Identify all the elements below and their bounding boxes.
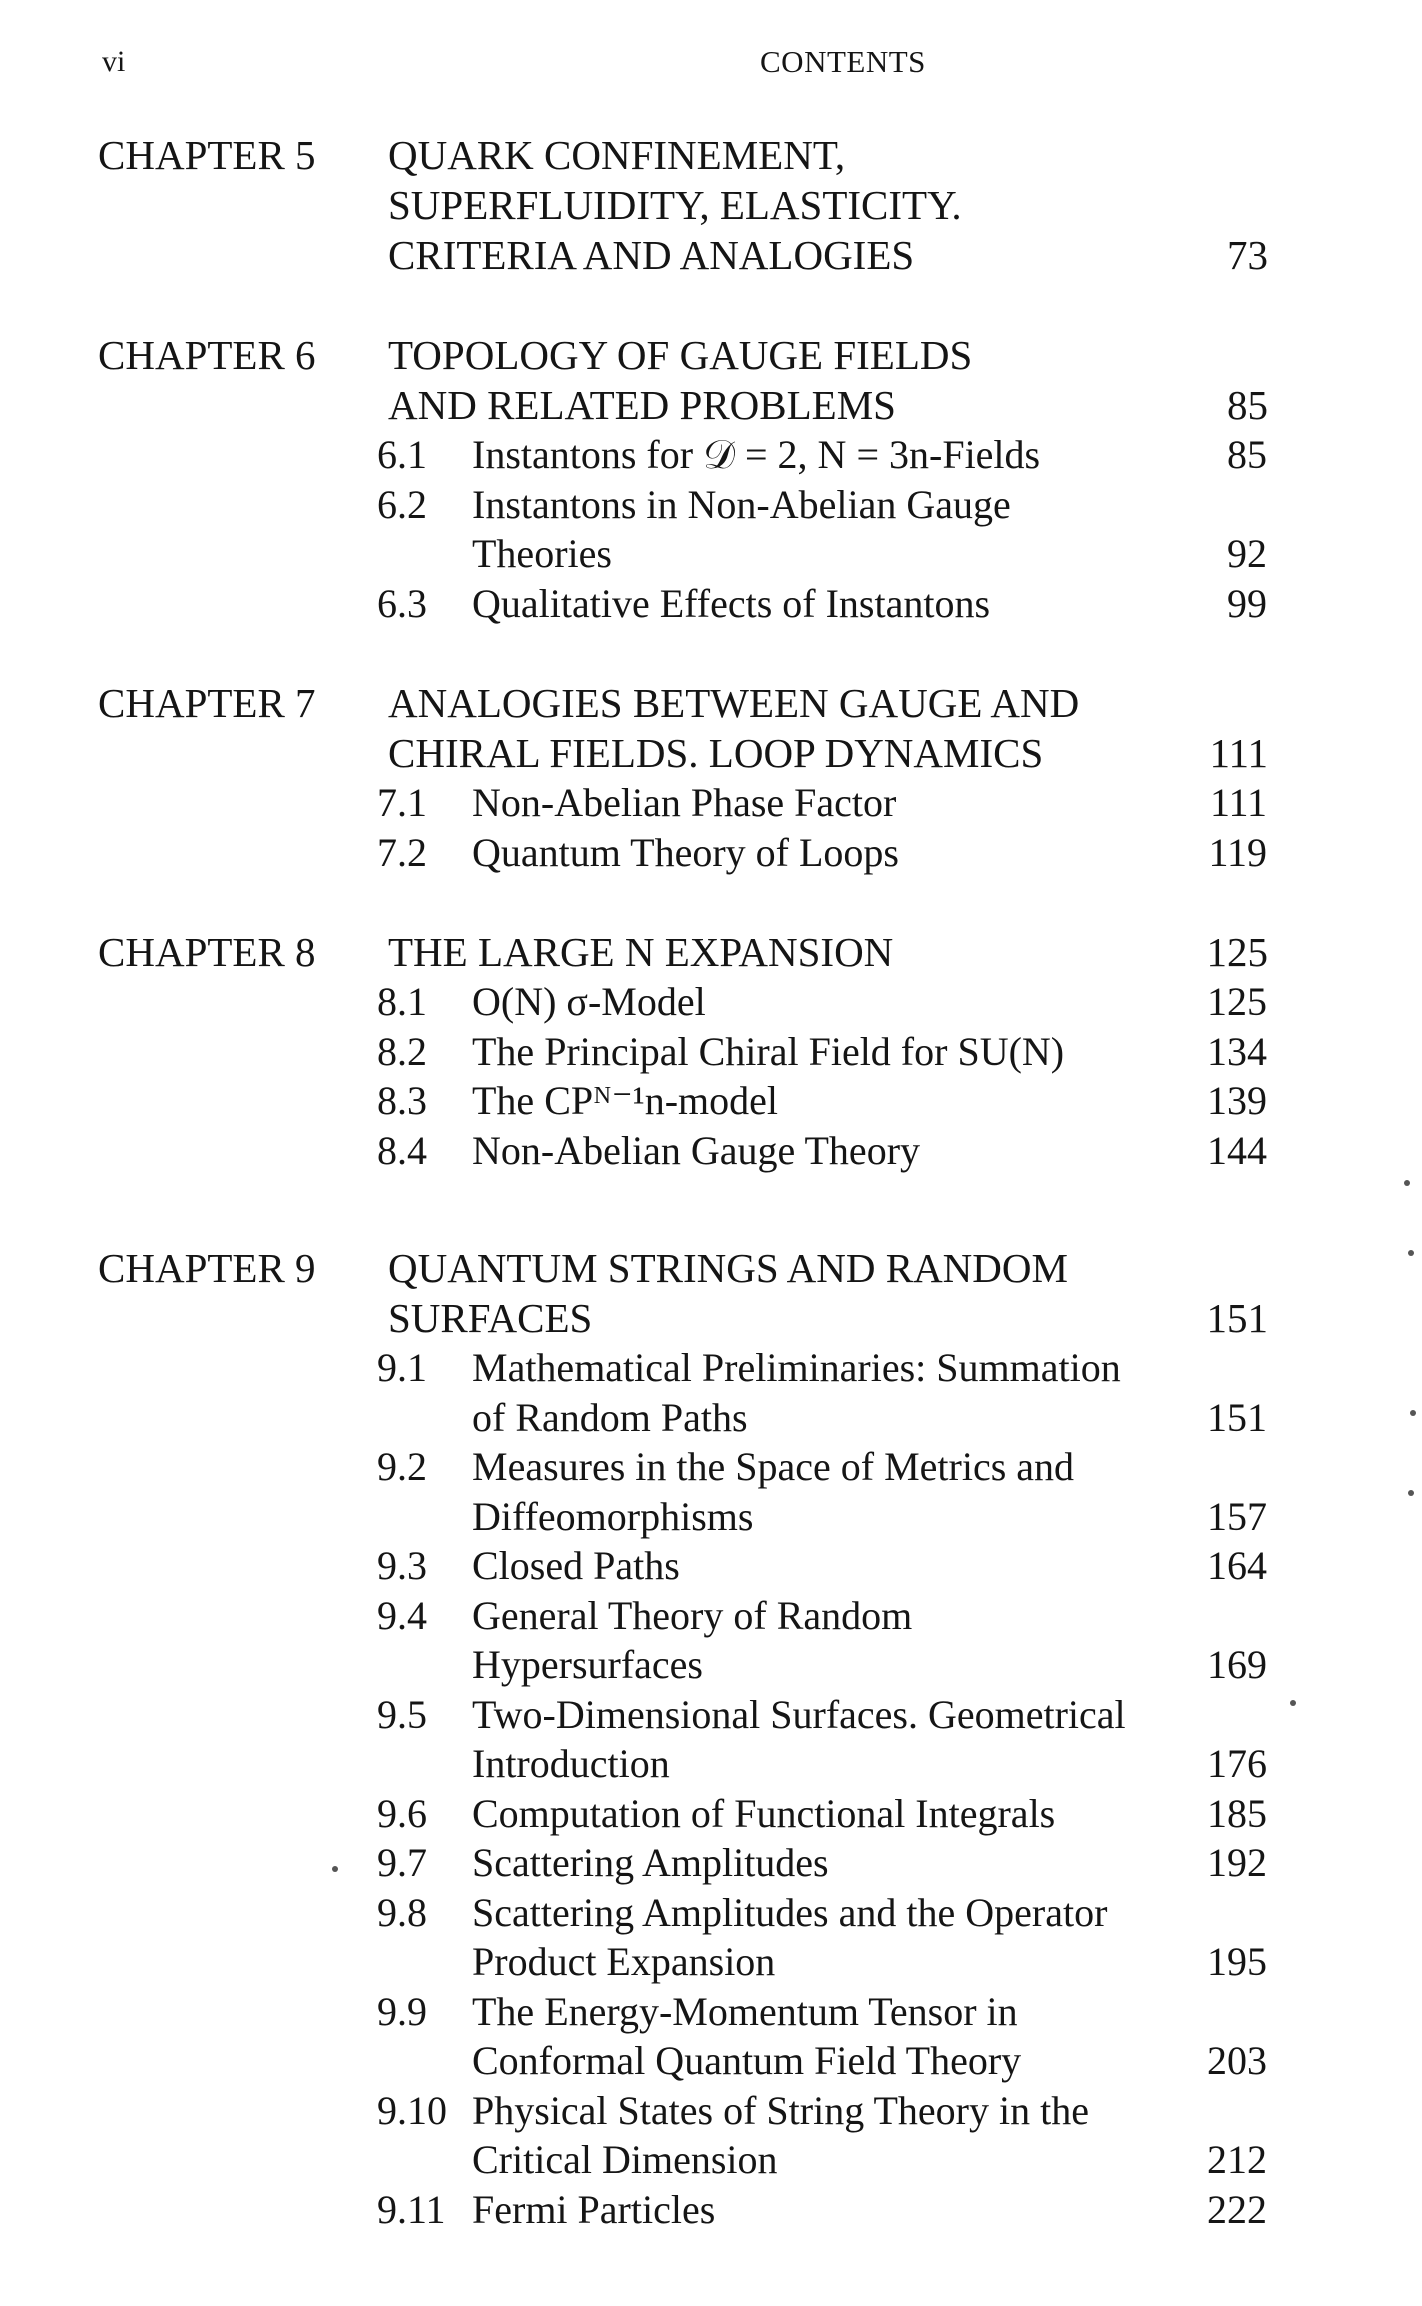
- chapter-page-number: 85: [1227, 382, 1268, 428]
- chapter-title: [388, 1243, 1348, 1343]
- section-entry: [377, 1987, 1337, 2086]
- section-entry: [377, 778, 1337, 828]
- section-title-line: Instantons for 𝒟 = 2, N = 3n-Fields: [472, 432, 1041, 477]
- section-page-number: 195: [1207, 1939, 1267, 1984]
- chapter-title-line: TOPOLOGY OF GAUGE FIELDS: [388, 332, 973, 378]
- section-page-number: 139: [1207, 1078, 1267, 1123]
- section-number: 6.3: [377, 580, 427, 626]
- section-title-line: Critical Dimension: [472, 2137, 778, 2182]
- section-entry: [377, 480, 1337, 579]
- chapter-title: [388, 678, 1348, 778]
- section-entry: [377, 1888, 1337, 1987]
- section-number: 9.6: [377, 1790, 427, 1836]
- section-page-number: 85: [1227, 432, 1267, 477]
- section-page-number: 185: [1207, 1790, 1267, 1836]
- chapter-label: CHAPTER 8: [98, 929, 316, 975]
- section-page-number: 99: [1227, 580, 1267, 626]
- section-number: 9.11: [377, 2186, 446, 2232]
- section-title-line: Non-Abelian Gauge Theory: [472, 1127, 921, 1173]
- section-entry: [377, 2185, 1337, 2235]
- section-title-line: The CPᴺ⁻¹n-model: [472, 1078, 779, 1123]
- scan-speck: [1410, 1410, 1416, 1416]
- chapter-title-line: CHIRAL FIELDS. LOOP DYNAMICS: [388, 730, 1044, 776]
- section-title: [472, 1541, 1217, 1591]
- section-number: 8.1: [377, 979, 427, 1024]
- section-number: 8.4: [377, 1127, 427, 1173]
- section-entry: [377, 430, 1337, 480]
- scan-speck: [1404, 1180, 1410, 1186]
- section-title: [472, 1126, 1217, 1176]
- section-title: [472, 1027, 1217, 1077]
- chapter-title: [388, 130, 1348, 280]
- section-number: 8.3: [377, 1078, 427, 1123]
- section-title-line: Qualitative Effects of Instantons: [472, 580, 991, 626]
- section-entry: [377, 1343, 1337, 1442]
- section-title-line: Introduction: [472, 1741, 670, 1786]
- section-title: [472, 1789, 1217, 1839]
- section-title: [472, 430, 1217, 480]
- section-title-line: Measures in the Space of Metrics and: [472, 1444, 1075, 1489]
- section-title-line: O(N) σ-Model: [472, 979, 706, 1024]
- section-title: [472, 1343, 1217, 1442]
- section-page-number: 164: [1207, 1543, 1267, 1588]
- chapter-page-number: 151: [1206, 1295, 1268, 1341]
- section-number: 9.1: [377, 1345, 427, 1390]
- section-title: [472, 1888, 1217, 1987]
- section-page-number: 111: [1209, 780, 1267, 825]
- section-title-line: Instantons in Non-Abelian Gauge: [472, 481, 1011, 527]
- page-number: vi: [102, 45, 126, 78]
- section-entry: [377, 1442, 1337, 1541]
- chapter-9: [0, 1243, 1422, 2234]
- section-title: [472, 1838, 1217, 1888]
- section-entry: [377, 1789, 1337, 1839]
- chapter-5: [0, 130, 1422, 280]
- section-page-number: 92: [1227, 531, 1267, 576]
- section-title-line: Theories: [472, 531, 612, 576]
- section-number: 7.2: [377, 829, 427, 875]
- chapter-title-line: CRITERIA AND ANALOGIES: [388, 232, 915, 278]
- chapter-label: CHAPTER 6: [98, 332, 316, 378]
- chapter-title: [388, 330, 1348, 430]
- scan-speck: [1290, 1700, 1296, 1706]
- section-entry: [377, 1076, 1337, 1126]
- chapter-label: CHAPTER 7: [98, 680, 316, 726]
- section-title: [472, 480, 1217, 579]
- section-entry: [377, 1541, 1337, 1591]
- section-entry: [377, 1591, 1337, 1690]
- chapter-page-number: 111: [1209, 730, 1268, 776]
- section-title: [472, 2185, 1217, 2235]
- chapter-title-line: ANALOGIES BETWEEN GAUGE AND: [388, 680, 1080, 726]
- section-number: 9.7: [377, 1840, 427, 1885]
- section-title-line: The Energy-Momentum Tensor in: [472, 1988, 1018, 2034]
- section-page-number: 203: [1207, 2038, 1267, 2083]
- chapter-title: [388, 927, 1348, 977]
- section-number: 9.2: [377, 1444, 427, 1489]
- chapter-label: CHAPTER 9: [98, 1245, 316, 1291]
- section-title: [472, 1987, 1217, 2086]
- section-page-number: 134: [1207, 1028, 1267, 1074]
- section-number: 9.8: [377, 1889, 427, 1935]
- section-page-number: 169: [1207, 1642, 1267, 1687]
- section-number: 7.1: [377, 780, 427, 825]
- chapter-6: [0, 330, 1422, 628]
- section-title-line: Closed Paths: [472, 1543, 680, 1588]
- section-title-line: Scattering Amplitudes: [472, 1840, 829, 1885]
- section-entry: [377, 1126, 1337, 1176]
- chapter-title-line: QUARK CONFINEMENT,: [388, 132, 846, 178]
- section-number: 9.3: [377, 1543, 427, 1588]
- chapter-page-number: 125: [1206, 929, 1268, 975]
- running-head: CONTENTS: [760, 44, 926, 79]
- chapter-title-line: AND RELATED PROBLEMS: [388, 382, 896, 428]
- scan-speck: [1408, 1250, 1414, 1256]
- section-title: [472, 1591, 1217, 1690]
- section-page-number: 212: [1207, 2137, 1267, 2182]
- section-number: 9.5: [377, 1691, 427, 1737]
- section-title-line: Diffeomorphisms: [472, 1493, 754, 1539]
- chapter-title-line: QUANTUM STRINGS AND RANDOM: [388, 1245, 1068, 1291]
- section-title-line: The Principal Chiral Field for SU(N): [472, 1028, 1065, 1074]
- section-title-line: Scattering Amplitudes and the Operator: [472, 1889, 1108, 1935]
- section-number: 9.4: [377, 1592, 427, 1638]
- section-title-line: Hypersurfaces: [472, 1642, 703, 1687]
- table-of-contents: [0, 130, 1422, 2234]
- section-title-line: of Random Paths: [472, 1394, 748, 1440]
- scan-speck: [1408, 1490, 1414, 1496]
- section-entry: [377, 2086, 1337, 2185]
- chapter-label: CHAPTER 5: [98, 132, 316, 178]
- section-title-line: Computation of Functional Integrals: [472, 1790, 1056, 1836]
- section-entry: [377, 1690, 1337, 1789]
- section-title: [472, 1076, 1217, 1126]
- section-title: [472, 778, 1217, 828]
- section-page-number: 151: [1207, 1394, 1267, 1440]
- section-title-line: Product Expansion: [472, 1939, 776, 1984]
- section-title-line: Non-Abelian Phase Factor: [472, 780, 897, 825]
- section-title-line: General Theory of Random: [472, 1592, 913, 1638]
- section-title: [472, 1442, 1217, 1541]
- section-title-line: Physical States of String Theory in the: [472, 2087, 1089, 2133]
- section-number: 8.2: [377, 1028, 427, 1074]
- scan-speck: [332, 1866, 338, 1872]
- section-title-line: Fermi Particles: [472, 2186, 716, 2232]
- chapter-title-line: SURFACES: [388, 1295, 593, 1341]
- section-page-number: 119: [1208, 829, 1267, 875]
- chapter-title-line: THE LARGE N EXPANSION: [388, 929, 894, 975]
- section-title-line: Quantum Theory of Loops: [472, 829, 899, 875]
- section-page-number: 157: [1207, 1493, 1267, 1539]
- section-number: 9.9: [377, 1988, 427, 2034]
- section-title: [472, 2086, 1217, 2185]
- section-entry: [377, 1027, 1337, 1077]
- section-page-number: 144: [1207, 1127, 1267, 1173]
- chapter-8: [0, 927, 1422, 1175]
- section-title-line: Mathematical Preliminaries: Summation: [472, 1345, 1121, 1390]
- section-number: 6.2: [377, 481, 427, 527]
- section-entry: [377, 1838, 1337, 1888]
- section-title-line: Two-Dimensional Surfaces. Geometrical: [472, 1691, 1126, 1737]
- section-entry: [377, 828, 1337, 878]
- section-title: [472, 1690, 1217, 1789]
- section-title: [472, 828, 1217, 878]
- section-title-line: Conformal Quantum Field Theory: [472, 2038, 1022, 2083]
- chapter-page-number: 73: [1227, 232, 1268, 278]
- section-number: 6.1: [377, 432, 427, 477]
- section-page-number: 176: [1207, 1741, 1267, 1786]
- section-entry: [377, 977, 1337, 1027]
- section-number: 9.10: [377, 2087, 447, 2133]
- section-page-number: 192: [1207, 1840, 1267, 1885]
- chapter-7: [0, 678, 1422, 877]
- chapter-title-line: SUPERFLUIDITY, ELASTICITY.: [388, 182, 962, 228]
- section-title: [472, 579, 1217, 629]
- section-entry: [377, 579, 1337, 629]
- section-title: [472, 977, 1217, 1027]
- section-page-number: 222: [1207, 2186, 1267, 2232]
- section-page-number: 125: [1207, 979, 1267, 1024]
